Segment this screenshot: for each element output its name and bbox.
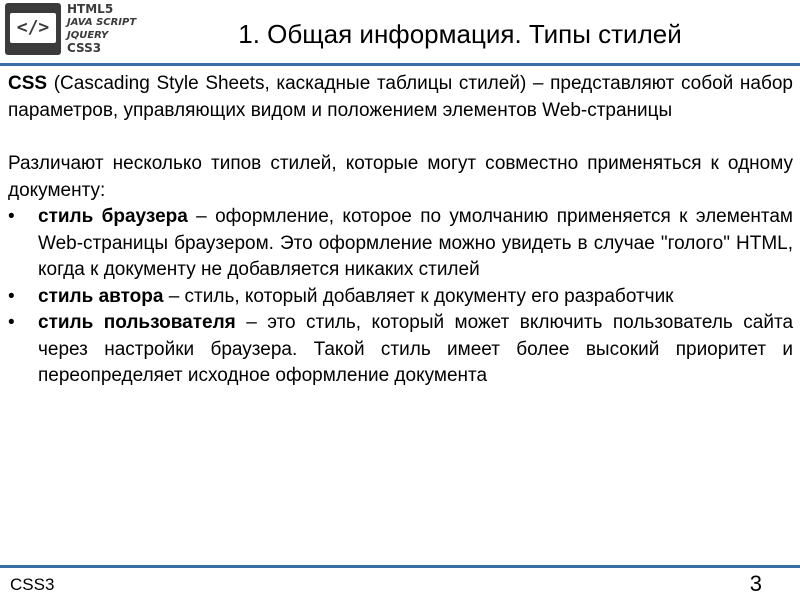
- list-item-text: – это стиль, который может включить пользователь сайта через настройки браузера. Такой стиль имеет более высокий приоритет и переопределяет исходное оформление документа: [38, 312, 794, 386]
- logo-code-glyph: </>: [16, 17, 50, 38]
- slide-content: [8, 71, 793, 390]
- logo-line-javascript: JAVA SCRIPT: [67, 17, 137, 28]
- types-intro: Различают несколько типов стилей, которые могут совместно применяться к одному документу:: [8, 153, 793, 201]
- logo-line-css3: CSS3: [67, 41, 102, 55]
- page-title: 1. Общая информация. Типы стилей: [238, 19, 682, 49]
- bullet-icon: •: [8, 206, 15, 227]
- logo-line-jquery: JQUERY: [67, 30, 109, 41]
- logo: [5, 2, 137, 57]
- list-item: [8, 204, 793, 284]
- list-item: [8, 310, 793, 390]
- style-types-list: [8, 204, 793, 390]
- paragraph-gap: [8, 124, 793, 151]
- bullet-icon: •: [8, 285, 15, 307]
- list-item-text: – стиль, который добавляет к документу его разработчик: [163, 285, 674, 307]
- intro-text: (Cascading Style Sheets, каскадные таблицы стилей) – представляют собой набор параметров, управляющих видом и положением элементов Web-страницы: [8, 73, 793, 121]
- logo-screen: [10, 13, 56, 43]
- page-number: 3: [749, 571, 762, 596]
- list-item-term: стиль пользователя: [38, 312, 236, 333]
- list-item: [8, 284, 793, 311]
- footer-divider: [0, 565, 800, 568]
- footer-label: CSS3: [10, 575, 55, 594]
- list-item-term: стиль автора: [38, 285, 164, 307]
- list-item-text: – оформление, которое по умолчанию применяется к элементам Web-страницы браузером. Это оформление можно увидеть в случае "голого" HTML, когда к документу не добавляется никаких стилей: [38, 206, 793, 280]
- code-monitor-icon: [5, 3, 61, 55]
- logo-text: [67, 2, 137, 55]
- intro-paragraph: [8, 71, 793, 124]
- logo-line-html5: HTML5: [67, 2, 114, 16]
- header-divider: [0, 63, 800, 66]
- bullet-icon: •: [8, 312, 15, 333]
- list-item-term: стиль браузера: [38, 206, 188, 227]
- intro-term: CSS: [8, 73, 48, 94]
